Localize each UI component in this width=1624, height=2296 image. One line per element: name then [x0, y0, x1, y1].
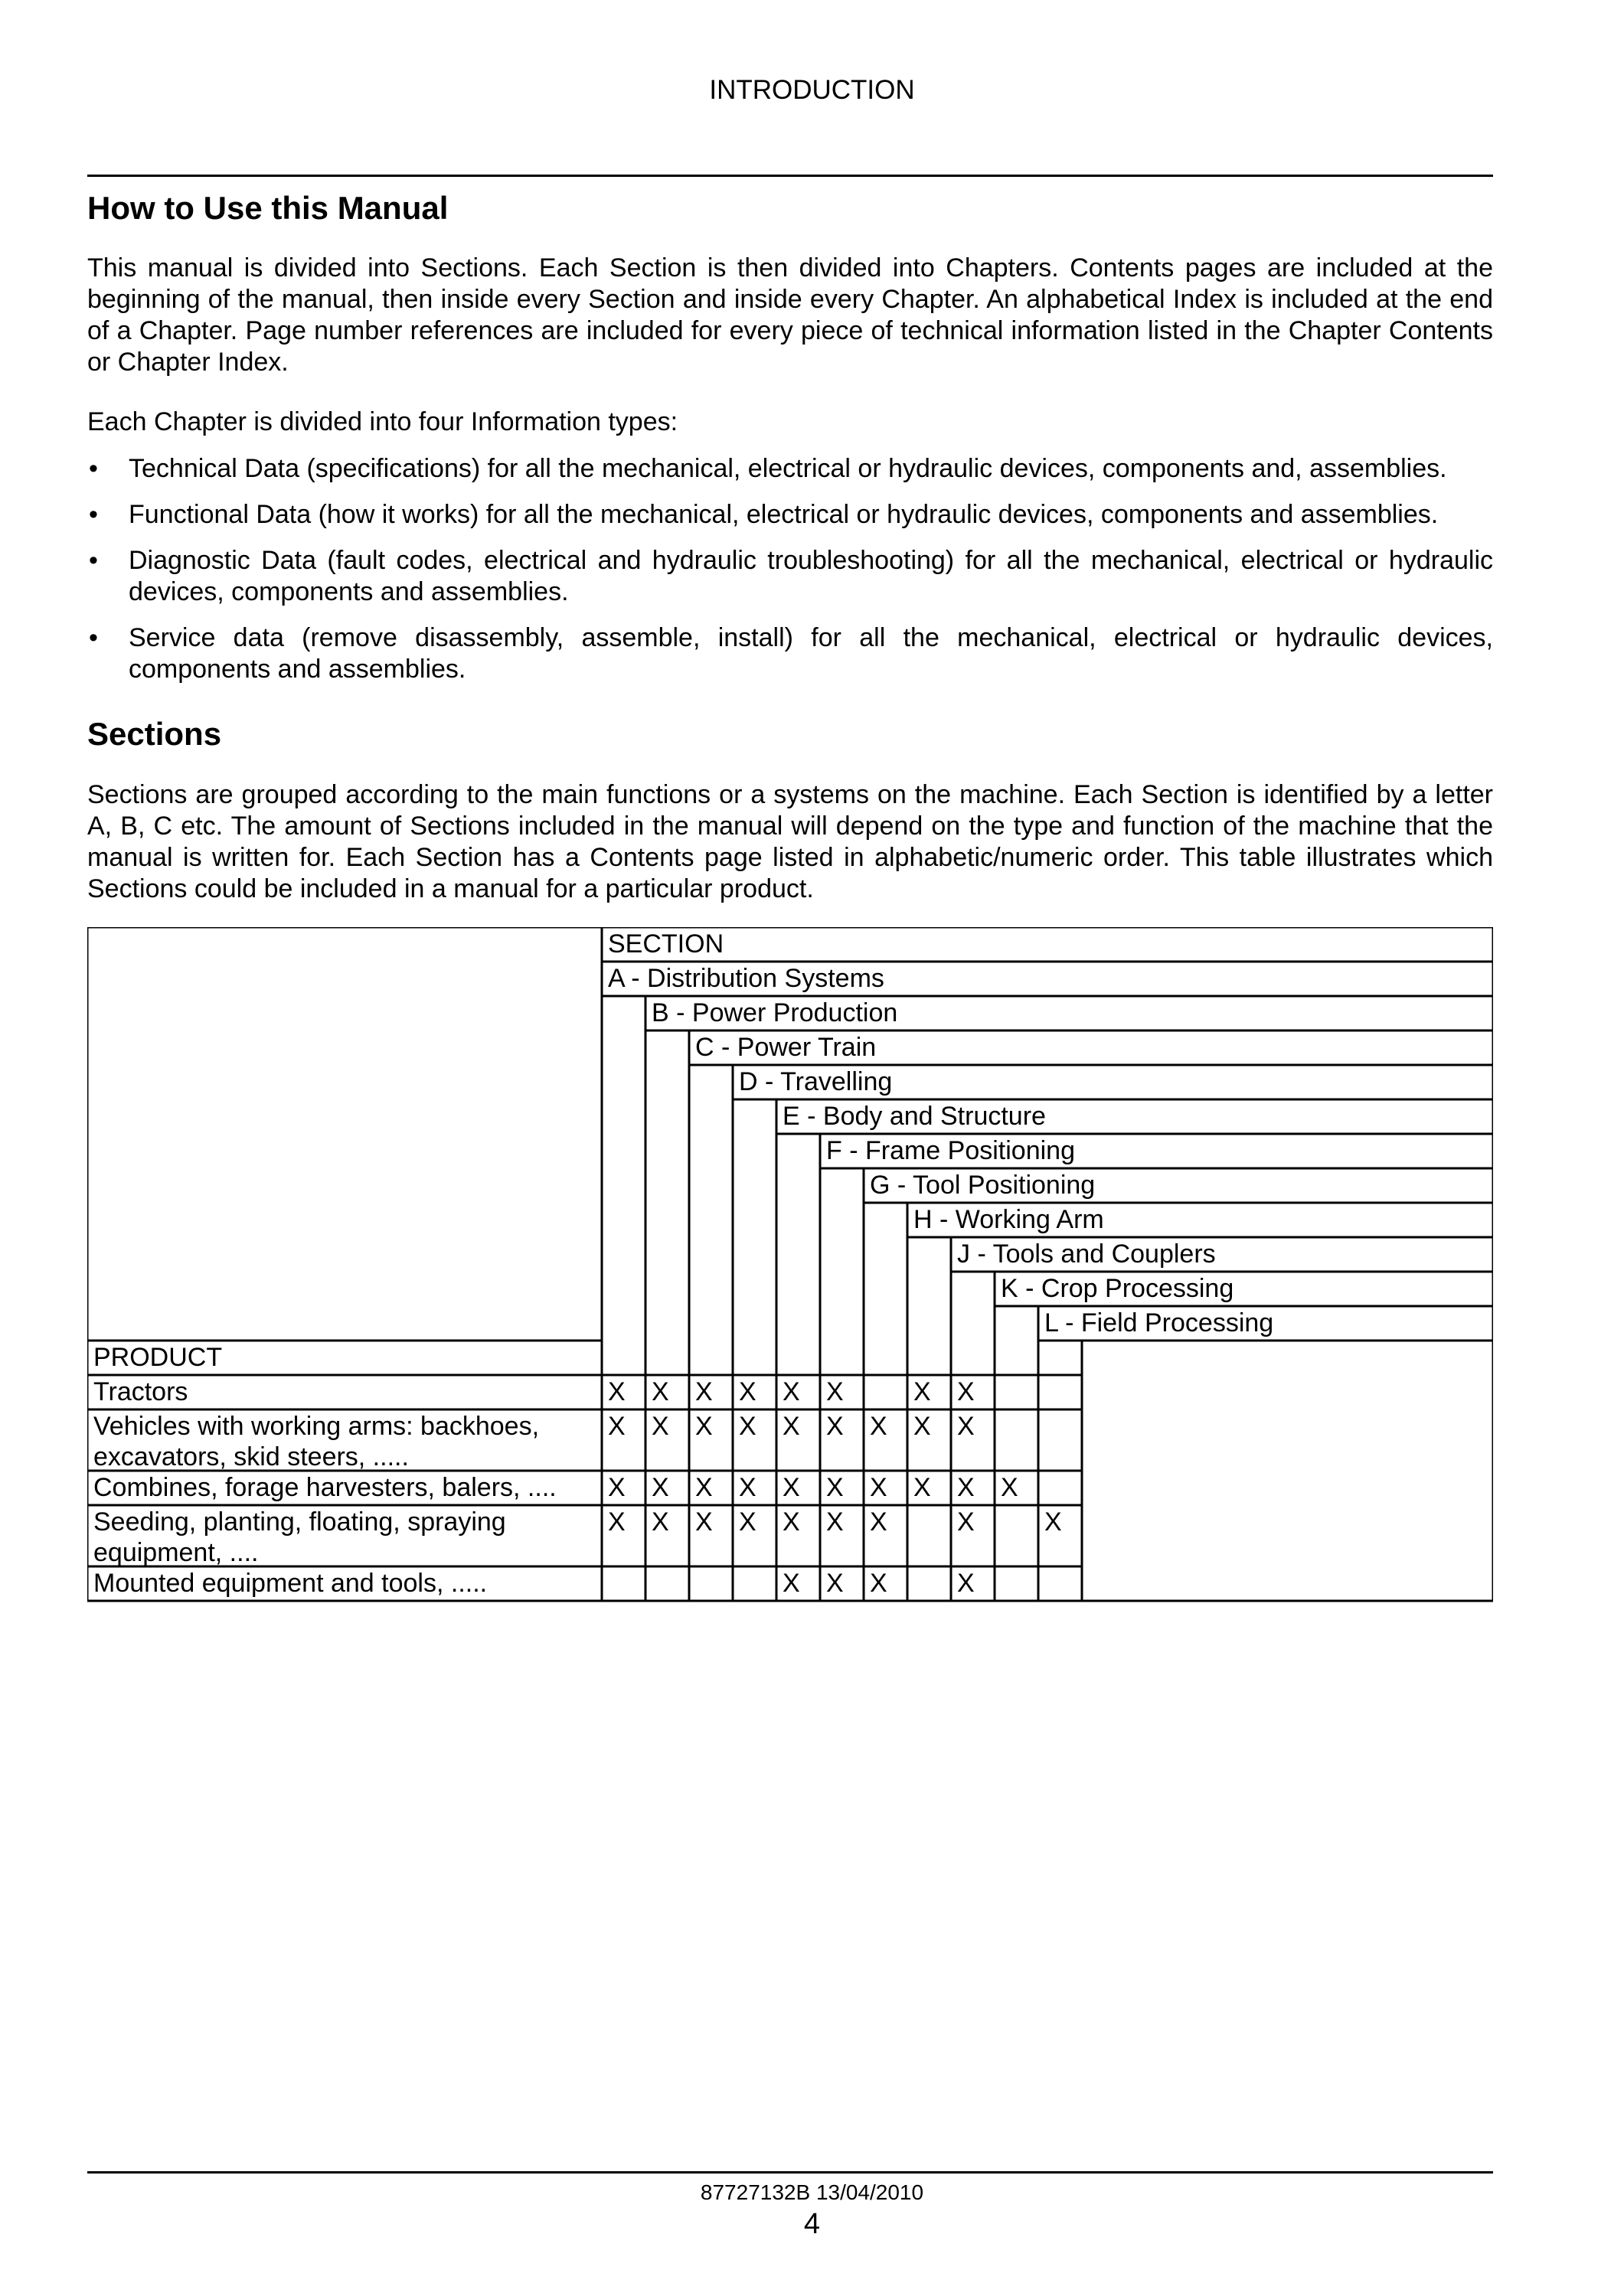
- section-header-10: L - Field Processing: [1044, 1308, 1274, 1337]
- section-mark: X: [695, 1473, 713, 1502]
- section-mark: X: [783, 1377, 800, 1406]
- product-row-label: Vehicles with working arms: backhoes, excavators, skid steers, .....: [93, 1412, 540, 1471]
- section-mark: X: [870, 1473, 887, 1502]
- section-mark: X: [826, 1507, 844, 1537]
- section-mark: X: [739, 1412, 756, 1441]
- info-types-list: [87, 453, 1493, 700]
- section-mark: X: [695, 1412, 713, 1441]
- section-header-5: F - Frame Positioning: [826, 1136, 1075, 1165]
- section-mark: X: [739, 1473, 756, 1502]
- section-mark: X: [652, 1377, 669, 1406]
- section-mark: X: [1001, 1473, 1018, 1502]
- section-mark: X: [913, 1412, 931, 1441]
- section-header-8: J - Tools and Couplers: [957, 1239, 1216, 1269]
- page-number: 4: [803, 2208, 821, 2240]
- section-mark: X: [957, 1412, 975, 1441]
- section-mark: X: [870, 1412, 887, 1441]
- section-mark: X: [826, 1473, 844, 1502]
- section-mark: X: [652, 1473, 669, 1502]
- section-mark: X: [608, 1377, 626, 1406]
- section-mark: X: [695, 1377, 713, 1406]
- section-header-0: A - Distribution Systems: [608, 964, 884, 993]
- section-mark: X: [957, 1473, 975, 1502]
- how-to-use-paragraph: This manual is divided into Sections. Each Section is then divided into Chapters. Contents pages are included at the beginning of the manual, then inside every Section and inside every Chapter. An alphabetical Index is included at the end of a Chapter. Page number references are included for every piece of technical information listed in the Chapter Contents or Chapter Index.: [87, 253, 1493, 377]
- section-mark: X: [695, 1507, 713, 1537]
- section-mark: X: [608, 1473, 626, 1502]
- section-mark: X: [608, 1412, 626, 1441]
- product-row-label: Combines, forage harvesters, balers, ....: [93, 1473, 557, 1502]
- list-item: • Service data (remove disassembly, assemble, install) for all the mechanical, electrical or hydraulic devices, components and assemblies.: [87, 622, 1493, 685]
- section-mark: X: [913, 1377, 931, 1406]
- section-mark: X: [957, 1507, 975, 1537]
- section-mark: X: [1044, 1507, 1062, 1537]
- list-item: • Diagnostic Data (fault codes, electrical and hydraulic troubleshooting) for all the mechanical, electrical or hydraulic devices, components and assemblies.: [87, 545, 1493, 608]
- how-to-use-heading: How to Use this Manual: [87, 190, 449, 226]
- product-row-label: Mounted equipment and tools, .....: [93, 1569, 488, 1598]
- section-mark: X: [870, 1507, 887, 1537]
- product-label: PRODUCT: [93, 1343, 223, 1372]
- section-mark: X: [957, 1569, 975, 1598]
- section-mark: X: [739, 1377, 756, 1406]
- section-mark: X: [957, 1377, 975, 1406]
- sections-paragraph: Sections are grouped according to the main functions or a systems on the machine. Each Section is identified by a letter A, B, C etc. The amount of Sections included in the manual will depend on the type and function of the machine that the manual is written for. Each Section has a Contents page listed in alphabetic/numeric order. This table illustrates which Sections could be included in a manual for a particular product.: [87, 780, 1493, 903]
- product-row-label: Tractors: [93, 1377, 188, 1406]
- section-mark: X: [913, 1473, 931, 1502]
- section-header-1: B - Power Production: [652, 998, 898, 1027]
- info-types-intro: Each Chapter is divided into four Information types:: [87, 407, 678, 436]
- section-mark: X: [783, 1569, 800, 1598]
- section-mark: X: [826, 1377, 844, 1406]
- section-mark: X: [783, 1412, 800, 1441]
- section-mark: X: [826, 1412, 844, 1441]
- section-mark: X: [870, 1569, 887, 1598]
- document-code: 87727132B 13/04/2010: [700, 2180, 924, 2204]
- list-item: • Technical Data (specifications) for all the mechanical, electrical or hydraulic devices, components and, assemblies.: [87, 453, 1493, 485]
- section-header-4: E - Body and Structure: [783, 1102, 1046, 1131]
- section-header-6: G - Tool Positioning: [870, 1171, 1096, 1200]
- product-row-label: Seeding, planting, floating, spraying equipment, ....: [93, 1507, 506, 1567]
- section-mark: X: [739, 1507, 756, 1537]
- list-item: • Functional Data (how it works) for all the mechanical, electrical or hydraulic devices, components and assemblies.: [87, 499, 1493, 531]
- section-header-2: C - Power Train: [695, 1033, 877, 1062]
- header-rule: [87, 175, 1493, 177]
- section-header-9: K - Crop Processing: [1001, 1274, 1234, 1303]
- sections-table: [87, 927, 1493, 1616]
- sections-heading: Sections: [87, 716, 222, 752]
- footer-rule: [87, 2171, 1493, 2174]
- section-mark: X: [652, 1507, 669, 1537]
- section-header-7: H - Working Arm: [913, 1205, 1104, 1234]
- section-mark: X: [783, 1507, 800, 1537]
- page-header-title: INTRODUCTION: [709, 75, 915, 105]
- section-mark: X: [783, 1473, 800, 1502]
- section-mark: X: [826, 1569, 844, 1598]
- section-mark: X: [608, 1507, 626, 1537]
- section-header-3: D - Travelling: [739, 1067, 893, 1096]
- section-label: SECTION: [608, 929, 724, 959]
- section-mark: X: [652, 1412, 669, 1441]
